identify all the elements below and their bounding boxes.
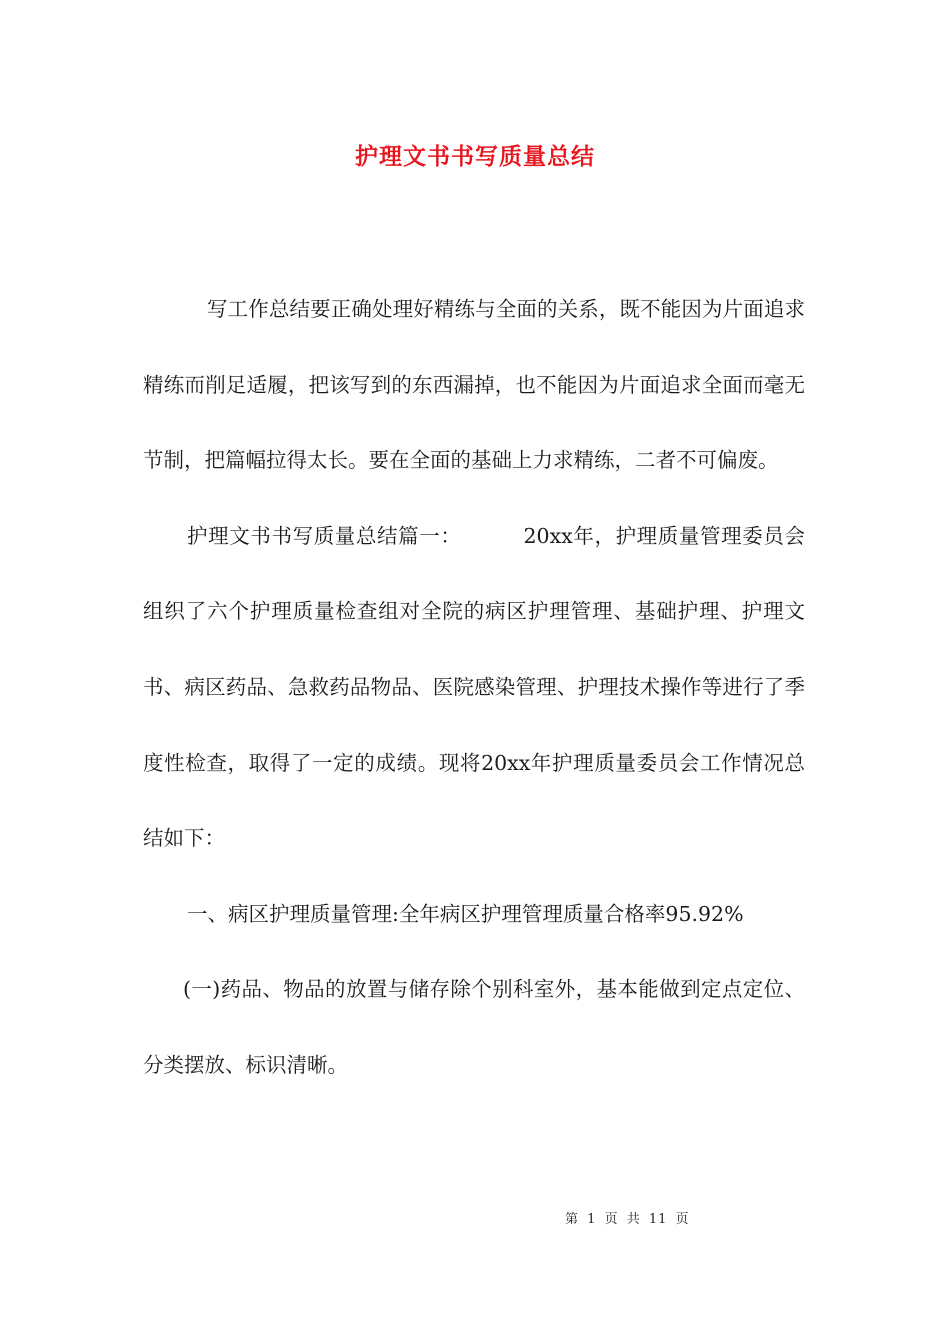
item-one-paragraph: 一、病区护理质量管理:全年病区护理管理质量合格率95.92%	[187, 901, 744, 926]
document-title: 护理文书书写质量总结	[355, 143, 595, 170]
footer-mid1: 页	[604, 1212, 619, 1227]
footer-current-page: 1	[587, 1212, 597, 1227]
section-heading: 护理文书书写质量总结篇一：	[187, 523, 462, 548]
section-paragraph	[143, 499, 805, 877]
page-footer	[565, 1208, 693, 1227]
item-one-sub-paragraph: (一)药品、物品的放置与储存除个别科室外，基本能做到定点定位、分类摆放、标识清晰。	[143, 977, 805, 1077]
intro-paragraph: 写工作总结要正确处理好精练与全面的关系，既不能因为片面追求精练而削足适履，把该写到的东西漏掉，也不能因为片面追求全面而毫无节制，把篇幅拉得太长。要在全面的基础上力求精练，二者不可偏废。	[143, 297, 805, 473]
footer-prefix: 第	[565, 1212, 580, 1227]
footer-mid2: 共	[626, 1212, 641, 1227]
footer-suffix: 页	[675, 1212, 690, 1227]
footer-total-pages: 11	[648, 1212, 668, 1227]
document-body	[143, 272, 805, 1104]
section-body: 20xx年，护理质量管理委员会组织了六个护理质量检查组对全院的病区护理管理、基础护理、护理文书、病区药品、急救药品物品、医院感染管理、护理技术操作等进行了季度性检查，取得了一定的成绩。现将20xx年护理质量委员会工作情况总结如下：	[143, 523, 805, 851]
